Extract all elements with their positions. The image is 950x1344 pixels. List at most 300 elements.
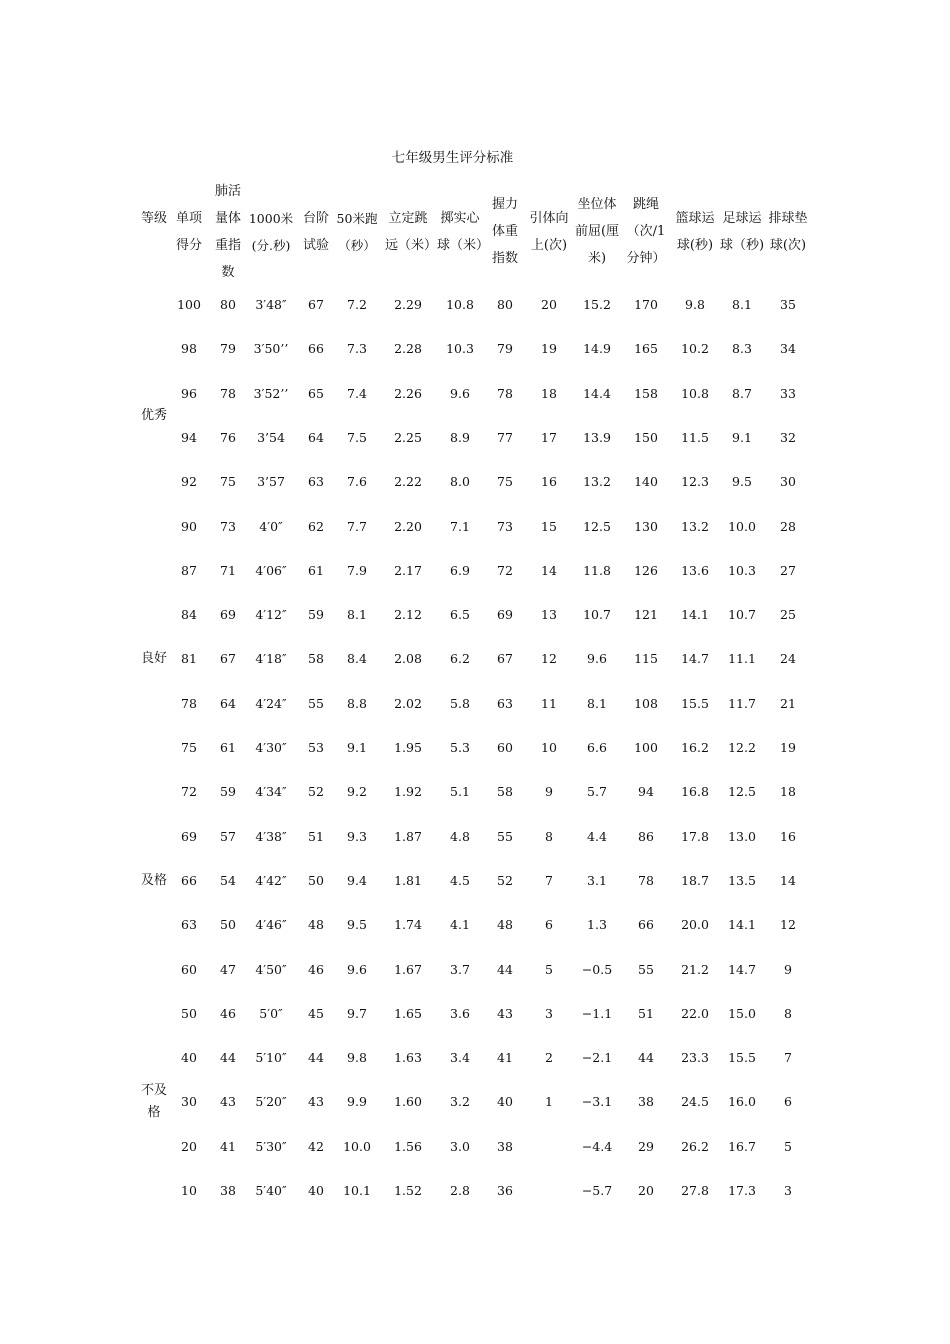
table-cell: 11.8 — [583, 562, 611, 578]
table-cell: 71 — [220, 562, 236, 578]
table-cell: 17.3 — [728, 1183, 756, 1198]
table-cell: 5′0″ — [259, 1005, 283, 1021]
table-cell: 46 — [308, 961, 324, 977]
table-cell: 92 — [181, 474, 197, 490]
table-cell: 10.1 — [343, 1183, 371, 1198]
column-header: 引体向上(次) — [529, 211, 569, 253]
table-cell: 13.0 — [728, 828, 756, 844]
table-cell: 69 — [497, 607, 513, 623]
table-cell: 38 — [220, 1183, 236, 1198]
table-cell: 36 — [497, 1183, 513, 1198]
table-cell: 8 — [545, 828, 553, 844]
table-cell: 4.5 — [450, 872, 470, 888]
table-cell: 3 — [784, 1183, 792, 1198]
table-cell: 33 — [780, 385, 796, 401]
table-cell: 10.7 — [728, 607, 756, 623]
table-cell: 94 — [638, 784, 654, 800]
table-cell: 55 — [638, 961, 654, 977]
table-cell: 16.2 — [681, 740, 709, 755]
table-cell: 140 — [634, 474, 658, 490]
table-cell: 12 — [780, 917, 796, 933]
table-cell: 59 — [220, 784, 236, 800]
table-cell: 7 — [784, 1050, 792, 1066]
table-cell: 5 — [545, 961, 553, 977]
column-header: 坐位体前屈(厘米) — [574, 197, 620, 266]
table-cell: 75 — [497, 474, 513, 490]
table-cell: 67 — [497, 651, 513, 667]
table-cell: 3.4 — [450, 1050, 470, 1066]
table-cell: 53 — [308, 740, 324, 755]
table-cell: 6 — [545, 917, 553, 933]
table-cell: 10.8 — [446, 297, 474, 312]
table-cell: 51 — [308, 828, 324, 844]
table-cell: 4′24″ — [255, 695, 287, 711]
table-cell: 96 — [181, 385, 197, 401]
column-header: 握力体重指数 — [491, 197, 518, 266]
table-cell: 20 — [541, 297, 557, 312]
table-cell: 63 — [181, 917, 197, 933]
table-cell: 20.0 — [681, 917, 709, 933]
table-cell: 77 — [497, 429, 513, 445]
table-cell: 62 — [308, 518, 324, 534]
table-cell: 72 — [497, 562, 513, 578]
table-cell: 8.1 — [587, 695, 607, 711]
table-cell: 19 — [541, 341, 557, 357]
table-cell: 7.7 — [347, 518, 367, 534]
table-cell: 73 — [497, 518, 513, 534]
table-cell: 26.2 — [681, 1138, 709, 1154]
table-cell: 58 — [497, 784, 513, 800]
table-cell: 3′50’’ — [253, 341, 289, 357]
table-cell: 38 — [638, 1094, 654, 1110]
table-cell: 4.4 — [587, 828, 607, 844]
table-cell: 18 — [780, 784, 796, 800]
table-cell: 100 — [177, 297, 201, 312]
table-cell: 61 — [308, 562, 324, 578]
table-cell: 8.4 — [347, 651, 367, 667]
table-cell: 72 — [181, 784, 197, 800]
table-cell: 46 — [220, 1005, 236, 1021]
table-cell: 2.12 — [394, 607, 422, 623]
table-cell: 11 — [541, 695, 557, 711]
table-cell: 16.7 — [728, 1138, 756, 1154]
table-cell: 13.9 — [583, 429, 611, 445]
table-cell: 126 — [634, 562, 658, 578]
table-cell: 158 — [634, 385, 658, 401]
table-cell: 4′18″ — [255, 651, 287, 667]
table-cell: 3′52’’ — [253, 385, 289, 401]
table-cell: 2.28 — [394, 341, 422, 357]
table-cell: 11.7 — [728, 695, 756, 711]
table-cell: 9.6 — [587, 651, 607, 667]
table-cell: 50 — [308, 872, 324, 888]
table-cell: 18.7 — [681, 872, 709, 888]
table-cell: 2.22 — [394, 474, 422, 490]
table-cell: 35 — [780, 297, 796, 312]
table-cell: 6 — [784, 1094, 792, 1110]
table-cell: 65 — [308, 385, 324, 401]
table-cell: 44 — [308, 1050, 324, 1066]
table-cell: −2.1 — [581, 1050, 613, 1066]
table-cell: 60 — [497, 740, 513, 755]
table-cell: 3.7 — [450, 961, 470, 977]
table-cell: 115 — [634, 651, 658, 667]
table-cell: 87 — [181, 562, 197, 578]
table-cell: 1.3 — [587, 917, 607, 933]
table-cell: 63 — [308, 474, 324, 490]
table-cell: 8.3 — [732, 341, 752, 357]
table-cell: 24 — [780, 651, 796, 667]
table-cell: 7.1 — [450, 518, 470, 534]
table-cell: 14.4 — [583, 385, 611, 401]
table-cell: 4′34″ — [255, 784, 287, 800]
table-cell: 13.2 — [681, 518, 709, 534]
table-cell: 4′42″ — [255, 872, 287, 888]
table-cell: 165 — [634, 341, 658, 357]
column-header: 单项得分 — [175, 211, 202, 253]
table-cell: 19 — [780, 740, 796, 755]
table-cell: 5.8 — [450, 695, 470, 711]
table-cell: 78 — [638, 872, 654, 888]
table-cell: 1.74 — [394, 917, 422, 933]
table-cell: 28 — [780, 518, 796, 534]
table-cell: 3.6 — [450, 1005, 470, 1021]
table-cell: 84 — [181, 607, 197, 623]
table-cell: 22.0 — [681, 1005, 709, 1021]
table-cell: 3′48″ — [255, 297, 287, 312]
table-cell: 9.2 — [347, 784, 367, 800]
table-cell: 13 — [541, 607, 557, 623]
table-cell: −5.7 — [581, 1183, 613, 1198]
table-cell: 9.7 — [347, 1005, 367, 1021]
table-cell: 14 — [541, 562, 557, 578]
table-cell: 48 — [497, 917, 513, 933]
table-cell: 60 — [181, 961, 197, 977]
table-cell: 5′20″ — [255, 1094, 287, 1110]
table-cell: 12.2 — [728, 740, 756, 755]
table-cell: 3’57 — [257, 474, 285, 490]
table-cell: 2.29 — [394, 297, 422, 312]
table-cell: 15 — [541, 518, 557, 534]
table-cell: 4′12″ — [255, 607, 287, 623]
table-cell: 5′30″ — [255, 1138, 287, 1154]
table-cell: 9 — [545, 784, 553, 800]
document-title: 七年级男生评分标准 — [391, 150, 514, 166]
table-cell: 9.9 — [347, 1094, 367, 1110]
grade-label: 优秀 — [140, 407, 167, 423]
table-cell: 12 — [541, 651, 557, 667]
table-cell: 40 — [497, 1094, 513, 1110]
table-cell: 121 — [634, 607, 658, 623]
table-cell: 67 — [308, 297, 324, 312]
column-header: 掷实心球（米） — [437, 211, 490, 253]
table-cell: 27.8 — [681, 1183, 709, 1198]
table-cell: 55 — [308, 695, 324, 711]
table-cell: 5 — [784, 1138, 792, 1154]
table-cell: 50 — [181, 1005, 197, 1021]
table-cell: 14.1 — [728, 917, 756, 933]
table-cell: 1.92 — [394, 784, 422, 800]
table-cell: 9.1 — [347, 740, 367, 755]
table-cell: 41 — [497, 1050, 513, 1066]
table-cell: 80 — [497, 297, 513, 312]
table-cell: 2 — [545, 1050, 553, 1066]
table-cell: 9.5 — [732, 474, 752, 490]
table-cell: 1.87 — [394, 828, 422, 844]
table-cell: 1.52 — [394, 1183, 422, 1198]
table-cell: 11.1 — [728, 651, 756, 667]
table-cell: 16.8 — [681, 784, 709, 800]
table-cell: 8.1 — [347, 607, 367, 623]
table-cell: 81 — [181, 651, 197, 667]
table-cell: 45 — [308, 1005, 324, 1021]
table-cell: 10.0 — [343, 1138, 371, 1154]
table-cell: 20 — [181, 1138, 197, 1154]
table-cell: 9.8 — [347, 1050, 367, 1066]
table-cell: −1.1 — [581, 1005, 613, 1021]
table-cell: 3.2 — [450, 1094, 470, 1110]
table-cell: 6.2 — [450, 651, 470, 667]
table-cell: 13.2 — [583, 474, 611, 490]
table-cell: 8.9 — [450, 429, 470, 445]
column-header: 跳绳（次/1分钟） — [626, 197, 666, 266]
table-cell: 52 — [497, 872, 513, 888]
table-cell: 4′46″ — [255, 917, 287, 933]
table-cell: 51 — [638, 1005, 654, 1021]
table-cell: 4′30″ — [255, 740, 287, 755]
table-cell: −0.5 — [581, 961, 613, 977]
table-cell: 7 — [545, 872, 553, 888]
table-cell: 7.2 — [347, 297, 367, 312]
column-header: 立定跳远（米） — [385, 211, 438, 253]
table-cell: 3.1 — [587, 872, 607, 888]
table-cell: 90 — [181, 518, 197, 534]
table-cell: 10.2 — [681, 341, 709, 357]
table-cell: 59 — [308, 607, 324, 623]
table-cell: 13.6 — [681, 562, 709, 578]
table-cell: 10.3 — [446, 341, 474, 357]
table-cell: 9.5 — [347, 917, 367, 933]
table-cell: 1.81 — [394, 872, 422, 888]
table-cell: 21 — [780, 695, 796, 711]
table-cell: 10 — [541, 740, 557, 755]
table-cell: 66 — [181, 872, 197, 888]
table-cell: 29 — [638, 1138, 654, 1154]
table-cell: 4.8 — [450, 828, 470, 844]
column-header: 足球运球（秒) — [719, 211, 765, 253]
table-cell: 67 — [220, 651, 236, 667]
table-cell: 15.2 — [583, 297, 611, 312]
table-cell: 20 — [638, 1183, 654, 1198]
table-cell: 10.3 — [728, 562, 756, 578]
table-cell: 78 — [497, 385, 513, 401]
table-cell: 50 — [220, 917, 236, 933]
table-cell: 9.6 — [450, 385, 470, 401]
column-header: 篮球运球(秒) — [675, 211, 715, 253]
table-cell: 27 — [780, 562, 796, 578]
table-cell: 1.63 — [394, 1050, 422, 1066]
table-cell: 75 — [220, 474, 236, 490]
table-cell: 12.5 — [583, 518, 611, 534]
table-cell: 7.3 — [347, 341, 367, 357]
table-cell: 14.7 — [728, 961, 756, 977]
table-cell: 3’54 — [257, 429, 285, 445]
table-cell: 7.6 — [347, 474, 367, 490]
table-cell: 10.0 — [728, 518, 756, 534]
table-cell: 15.5 — [681, 695, 709, 711]
table-cell: 61 — [220, 740, 236, 755]
table-cell: 21.2 — [681, 961, 709, 977]
table-cell: 32 — [780, 429, 796, 445]
table-cell: 4′06″ — [255, 562, 287, 578]
table-cell: 2.02 — [394, 695, 422, 711]
table-cell: 15.5 — [728, 1050, 756, 1066]
table-cell: 9.6 — [347, 961, 367, 977]
table-cell: 2.25 — [394, 429, 422, 445]
table-cell: 8.8 — [347, 695, 367, 711]
table-cell: 24.5 — [681, 1094, 709, 1110]
table-cell: 5.3 — [450, 740, 470, 755]
table-cell: 17 — [541, 429, 557, 445]
table-cell: 4.1 — [450, 917, 470, 933]
table-cell: 64 — [308, 429, 324, 445]
table-cell: 9.3 — [347, 828, 367, 844]
table-cell: 8.1 — [732, 297, 752, 312]
table-cell: 1.60 — [394, 1094, 422, 1110]
table-cell: 9.1 — [732, 429, 752, 445]
table-cell: 44 — [497, 961, 513, 977]
table-cell: 44 — [638, 1050, 654, 1066]
table-cell: 17.8 — [681, 828, 709, 844]
table-cell: 10.8 — [681, 385, 709, 401]
table-cell: 18 — [541, 385, 557, 401]
table-cell: 4′38″ — [255, 828, 287, 844]
table-cell: 44 — [220, 1050, 236, 1066]
table-cell: 43 — [308, 1094, 324, 1110]
table-cell: 94 — [181, 429, 197, 445]
table-cell: 6.5 — [450, 607, 470, 623]
table-cell: 8.0 — [450, 474, 470, 490]
table-cell: 4′0″ — [259, 518, 283, 534]
table-cell: 170 — [634, 297, 658, 312]
column-header: 排球垫球(次) — [768, 211, 808, 253]
table-cell: 5′40″ — [255, 1183, 287, 1198]
table-cell: 13.5 — [728, 872, 756, 888]
table-cell: 41 — [220, 1138, 236, 1154]
column-header: 肺活量体重指数 — [214, 184, 241, 280]
table-cell: 48 — [308, 917, 324, 933]
table-cell: 64 — [220, 695, 236, 711]
column-header: 等级 — [140, 211, 167, 226]
table-cell: −3.1 — [581, 1094, 613, 1110]
table-cell: 14 — [780, 872, 796, 888]
table-cell: 4′50″ — [255, 961, 287, 977]
table-cell: 52 — [308, 784, 324, 800]
table-cell: 30 — [181, 1094, 197, 1110]
table-cell: −4.4 — [581, 1138, 613, 1154]
table-cell: 1.95 — [394, 740, 422, 755]
table-cell: 73 — [220, 518, 236, 534]
table-cell: 43 — [220, 1094, 236, 1110]
table-cell: 7.5 — [347, 429, 367, 445]
table-cell: 9.4 — [347, 872, 367, 888]
table-cell: 86 — [638, 828, 654, 844]
table-cell: 11.5 — [681, 429, 709, 445]
table-cell: 34 — [780, 341, 796, 357]
table-cell: 47 — [220, 961, 236, 977]
table-cell: 100 — [634, 740, 658, 755]
table-cell: 75 — [181, 740, 197, 755]
table-cell: 1 — [545, 1094, 553, 1110]
table-cell: 66 — [638, 917, 654, 933]
table-cell: 5.7 — [587, 784, 607, 800]
table-cell: 10 — [181, 1183, 197, 1198]
table-cell: 40 — [308, 1183, 324, 1198]
table-cell: 1.67 — [394, 961, 422, 977]
column-header: 50米跑（秒） — [336, 211, 378, 253]
table-cell: 12.3 — [681, 474, 709, 490]
table-cell: 15.0 — [728, 1005, 756, 1021]
column-header: 台阶试验 — [302, 211, 329, 253]
table-cell: 7.9 — [347, 562, 367, 578]
table-cell: 63 — [497, 695, 513, 711]
table-cell: 2.8 — [450, 1183, 470, 1198]
table-cell: 69 — [181, 828, 197, 844]
table-cell: 2.17 — [394, 562, 422, 578]
table-cell: 130 — [634, 518, 658, 534]
table-cell: 79 — [220, 341, 236, 357]
table-cell: 54 — [220, 872, 236, 888]
table-cell: 23.3 — [681, 1050, 709, 1066]
table-cell: 1.65 — [394, 1005, 422, 1021]
table-cell: 3 — [545, 1005, 553, 1021]
table-cell: 108 — [634, 695, 658, 711]
table-cell: 16 — [541, 474, 557, 490]
table-cell: 2.26 — [394, 385, 422, 401]
table-cell: 98 — [181, 341, 197, 357]
table-cell: 57 — [220, 828, 236, 844]
table-cell: 2.08 — [394, 651, 422, 667]
table-cell: 5.1 — [450, 784, 470, 800]
table-cell: 43 — [497, 1005, 513, 1021]
table-cell: 16.0 — [728, 1094, 756, 1110]
table-cell: 12.5 — [728, 784, 756, 800]
column-header: 1000米(分.秒) — [248, 211, 294, 253]
table-cell: 14.7 — [681, 651, 709, 667]
table-cell: 2.20 — [394, 518, 422, 534]
grade-label: 不及格 — [140, 1083, 167, 1121]
table-cell: 14.9 — [583, 341, 611, 357]
table-cell: 7.4 — [347, 385, 367, 401]
table-cell: 6.9 — [450, 562, 470, 578]
table-cell: 55 — [497, 828, 513, 844]
table-cell: 25 — [780, 607, 796, 623]
table-cell: 78 — [181, 695, 197, 711]
table-cell: 79 — [497, 341, 513, 357]
table-cell: 9 — [784, 961, 792, 977]
table-cell: 150 — [634, 429, 658, 445]
table-cell: 30 — [780, 474, 796, 490]
grade-label: 及格 — [140, 872, 167, 888]
table-cell: 80 — [220, 297, 236, 312]
table-cell: 69 — [220, 607, 236, 623]
table-cell: 66 — [308, 341, 324, 357]
table-cell: 1.56 — [394, 1138, 422, 1154]
table-cell: 40 — [181, 1050, 197, 1066]
table-cell: 58 — [308, 651, 324, 667]
table-cell: 6.6 — [587, 740, 607, 755]
table-cell: 42 — [308, 1138, 324, 1154]
